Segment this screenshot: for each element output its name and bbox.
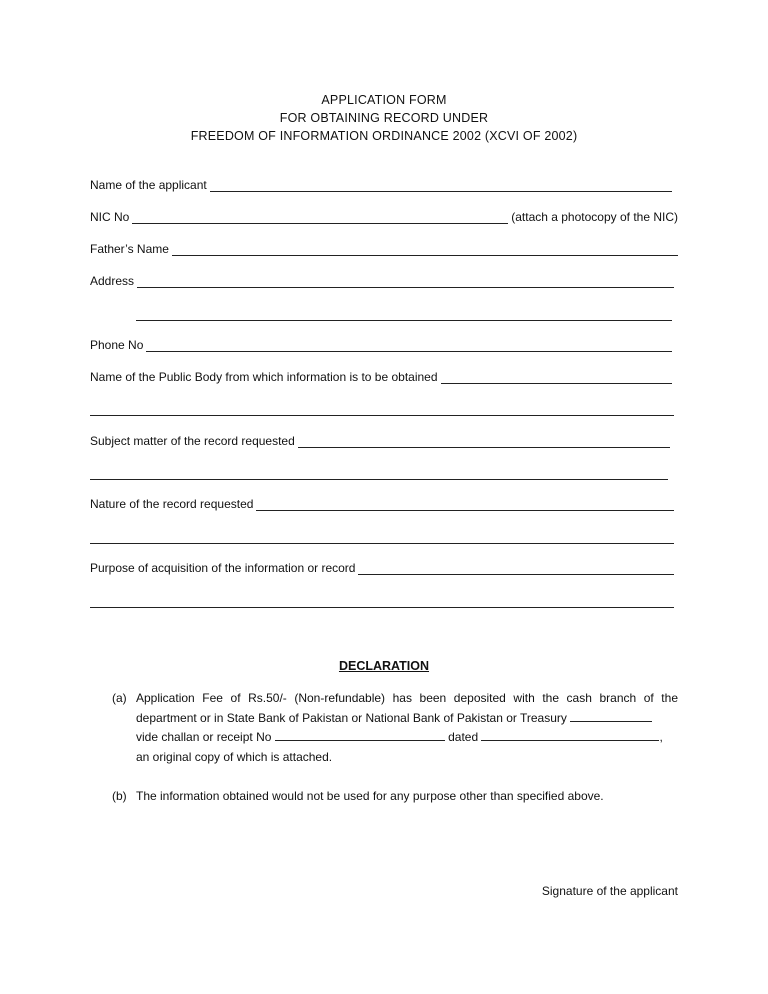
- subject-matter-continuation-line[interactable]: [90, 478, 668, 480]
- father-name-input-line[interactable]: [172, 243, 678, 256]
- declaration-item-a: [112, 689, 678, 767]
- address-continuation-line[interactable]: [136, 319, 672, 321]
- attachment-note: an original copy of which is attached.: [136, 749, 333, 764]
- form-title: APPLICATION FORM: [321, 93, 447, 107]
- form-subtitle: FOR OBTAINING RECORD UNDER: [279, 111, 489, 125]
- applicant-name-input-line[interactable]: [210, 179, 672, 192]
- purpose-label: Purpose of acquisition of the information or record: [90, 561, 356, 575]
- phone-field[interactable]: [90, 338, 672, 352]
- phone-label: Phone No: [90, 338, 144, 352]
- phone-input-line[interactable]: [146, 339, 672, 352]
- challan-number-input-line[interactable]: [275, 729, 445, 741]
- purpose-continuation-line[interactable]: [90, 606, 674, 608]
- nic-note: (attach a photocopy of the NIC): [511, 210, 678, 224]
- declaration-item-b-marker: (b): [112, 789, 127, 803]
- public-body-continuation-line[interactable]: [90, 414, 674, 416]
- form-ordinance-title: FREEDOM OF INFORMATION ORDINANCE 2002 (XCVI OF 2002): [190, 129, 578, 143]
- nic-label: NIC No: [90, 210, 130, 224]
- treasury-input-line[interactable]: [570, 710, 652, 722]
- declaration-item-b-text: The information obtained would not be used for any purpose other than specified above.: [136, 789, 604, 803]
- address-label: Address: [90, 274, 135, 288]
- declaration-item-a-marker: (a): [112, 691, 127, 705]
- nature-record-label: Nature of the record requested: [90, 497, 254, 511]
- signature-label: Signature of the applicant: [541, 884, 678, 898]
- nature-record-input-line[interactable]: [256, 498, 674, 511]
- purpose-input-line[interactable]: [358, 562, 674, 575]
- challan-label: vide challan or receipt No: [136, 730, 272, 744]
- date-comma: ,: [659, 730, 663, 744]
- declaration-heading: DECLARATION: [338, 659, 430, 673]
- declaration-item-a-text: Application Fee of Rs.50/- (Non-refundable) has been deposited with the cash branch of the department or in State Bank of Pakistan or National Bank of Pakistan or Treasury: [136, 691, 678, 725]
- subject-matter-label: Subject matter of the record requested: [90, 434, 295, 448]
- nic-input-line[interactable]: [132, 211, 508, 224]
- address-input-line[interactable]: [137, 275, 674, 288]
- public-body-input-line[interactable]: [441, 371, 672, 384]
- declaration-item-b: [112, 787, 678, 807]
- applicant-name-label: Name of the applicant: [90, 178, 207, 192]
- father-name-field[interactable]: [90, 242, 678, 256]
- nature-record-field[interactable]: [90, 497, 674, 511]
- public-body-label: Name of the Public Body from which information is to be obtained: [90, 370, 438, 384]
- public-body-field[interactable]: [90, 370, 672, 384]
- purpose-field[interactable]: [90, 561, 674, 575]
- subject-matter-field[interactable]: [90, 434, 670, 448]
- address-field[interactable]: [90, 274, 674, 288]
- date-input-line[interactable]: [481, 729, 659, 741]
- nature-record-continuation-line[interactable]: [90, 542, 674, 544]
- applicant-name-field[interactable]: [90, 178, 672, 192]
- subject-matter-input-line[interactable]: [298, 435, 670, 448]
- nic-field[interactable]: [90, 210, 678, 224]
- father-name-label: Father’s Name: [90, 242, 169, 256]
- dated-label: dated: [448, 730, 479, 744]
